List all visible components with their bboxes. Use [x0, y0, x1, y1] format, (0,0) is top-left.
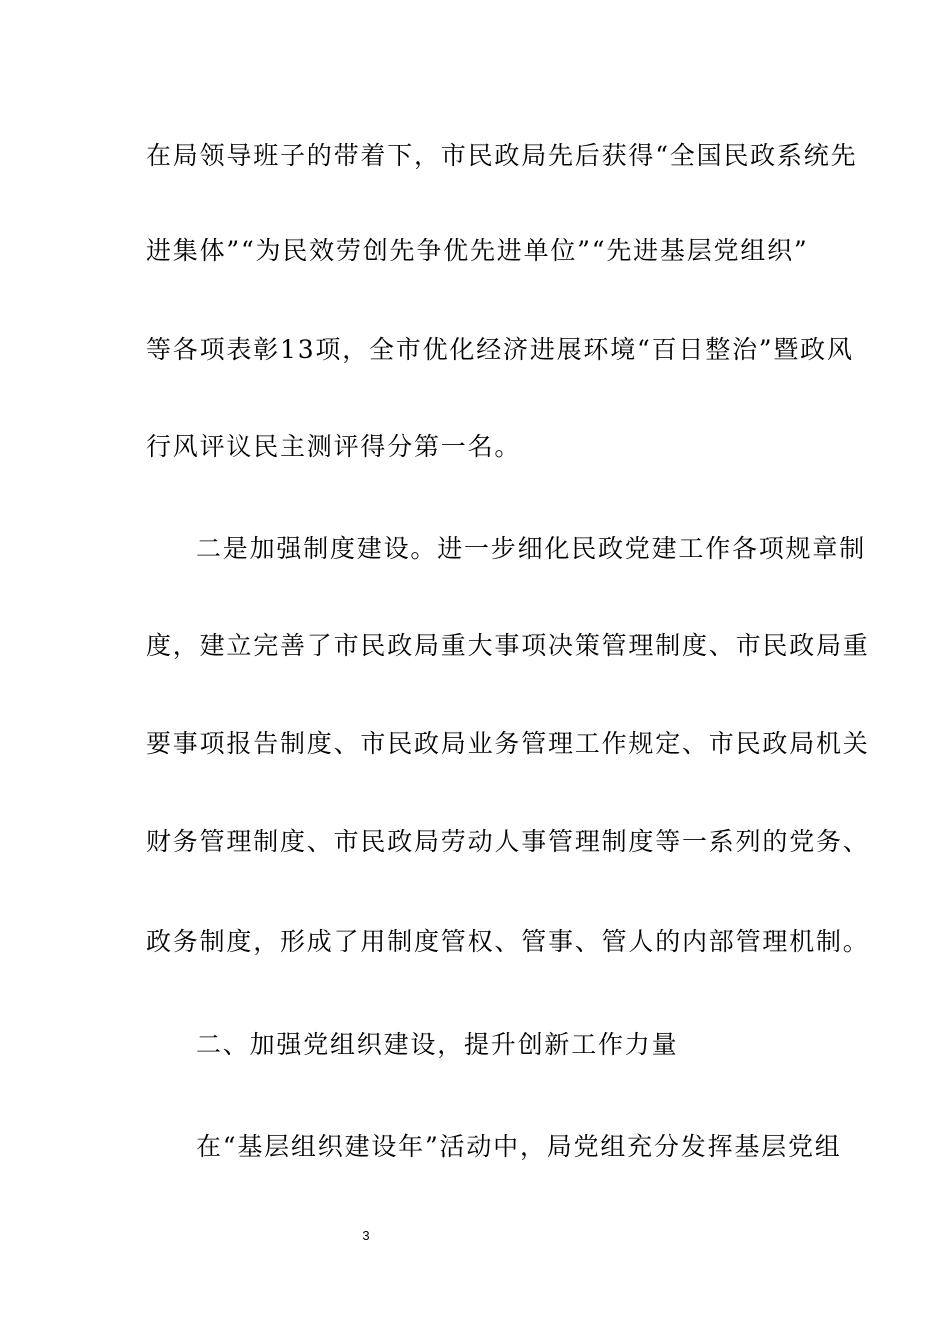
text-line: 财务管理制度、市民政局劳动人事管理制度等一系列的党务、	[146, 827, 870, 856]
page-number: 3	[362, 1228, 370, 1243]
text-line: 度，建立完善了市民政局重大事项决策管理制度、市民政局重	[146, 631, 870, 660]
text-line: 等各项表彰13项，全市优化经济进展环境“百日整治”暨政风	[146, 335, 854, 364]
text-line: 进集体”“为民效劳创先争优先进单位”“先进基层党组织”	[146, 236, 809, 265]
text-line: 要事项报告制度、市民政局业务管理工作规定、市民政局机关	[146, 729, 870, 758]
paragraph-start-line: 二是加强制度建设。进一步细化民政党建工作各项规章制	[196, 534, 867, 563]
paragraph-start-line: 在“基层组织建设年”活动中，局党组充分发挥基层党组	[196, 1132, 842, 1161]
section-heading: 二、加强党组织建设，提升创新工作力量	[196, 1030, 679, 1059]
text-line: 政务制度，形成了用制度管权、管事、管人的内部管理机制。	[146, 927, 870, 956]
text-line: 在局领导班子的带着下，市民政局先后获得“全国民政系统先	[146, 141, 858, 170]
text-line: 行风评议民主测评得分第一名。	[146, 432, 522, 461]
